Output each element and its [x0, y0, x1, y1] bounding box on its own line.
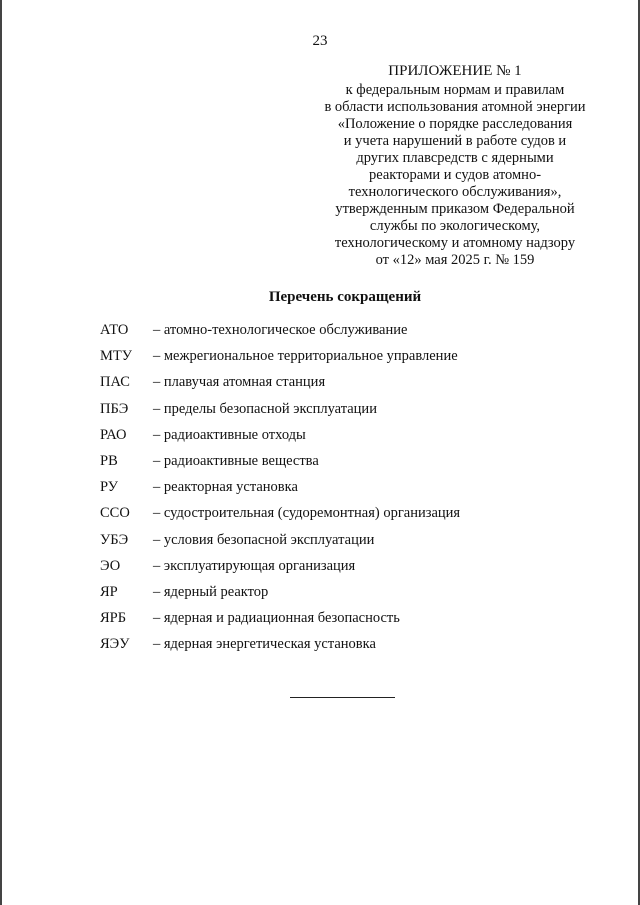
abbreviation-row	[100, 636, 600, 662]
abbreviation-row	[100, 348, 600, 374]
abbreviation-row	[100, 401, 600, 427]
appendix-line: утвержденным приказом Федеральной	[335, 201, 575, 217]
page-edge-left	[0, 0, 2, 905]
abbreviation-definition: – радиоактивные отходы	[153, 426, 306, 443]
abbreviation: ЯР	[100, 583, 118, 600]
end-of-document-rule	[290, 697, 395, 698]
abbreviation-definition: – ядерная и радиационная безопасность	[153, 610, 400, 627]
abbreviation: МТУ	[100, 348, 133, 365]
abbreviation-row	[100, 610, 600, 636]
abbreviation: ПБЭ	[100, 400, 129, 417]
abbreviation-definition: – эксплуатирующая организация	[153, 557, 356, 574]
page-number: 23	[312, 33, 328, 49]
abbreviation: АТО	[100, 322, 129, 338]
abbreviation-row	[100, 558, 600, 584]
appendix-line: в области использования атомной энергии	[324, 99, 586, 115]
abbreviation-definition: – межрегиональное территориальное управление	[153, 348, 458, 365]
abbreviation: РВ	[100, 452, 118, 469]
appendix-line: службы по экологическому,	[369, 218, 541, 234]
abbreviation-definition: – реакторная установка	[153, 479, 298, 496]
abbreviation-row	[100, 322, 600, 348]
abbreviations-list	[100, 322, 600, 662]
abbreviation-definition: – пределы безопасной эксплуатации	[153, 400, 377, 417]
abbreviation: УБЭ	[100, 531, 129, 548]
abbreviation-row	[100, 427, 600, 453]
appendix-line: других плавсредств с ядерными	[356, 150, 554, 166]
abbreviation-definition: – ядерная энергетическая установка	[153, 636, 376, 653]
abbreviation: ССО	[100, 505, 130, 522]
appendix-line: и учета нарушений в работе судов и	[343, 133, 567, 149]
abbreviation-definition: – условия безопасной эксплуатации	[153, 531, 375, 548]
abbreviation-row	[100, 505, 600, 531]
abbreviation-row	[100, 479, 600, 505]
abbreviation-definition: – плавучая атомная станция	[153, 374, 326, 391]
abbreviation-row	[100, 453, 600, 479]
abbreviation-definition: – радиоактивные вещества	[153, 452, 319, 469]
abbreviation: РАО	[100, 426, 127, 443]
abbreviation-definition: – атомно-технологическое обслуживание	[153, 322, 408, 338]
appendix-line: от «12» мая 2025 г. № 159	[375, 252, 535, 268]
abbreviation-definition: – ядерный реактор	[153, 583, 269, 600]
abbreviations-title: Перечень сокращений	[268, 289, 422, 305]
abbreviation: ЭО	[100, 557, 121, 574]
appendix-line: технологическому и атомному надзору	[334, 235, 576, 251]
appendix-line: реакторами и судов атомно-	[368, 167, 542, 183]
appendix-line: технологического обслуживания»,	[348, 184, 562, 200]
appendix-header	[305, 63, 605, 269]
abbreviation: ЯРБ	[100, 610, 127, 627]
abbreviation: ЯЭУ	[100, 636, 130, 653]
appendix-line: к федеральным нормам и правилам	[345, 82, 565, 98]
appendix-line: «Положение о порядке расследования	[337, 116, 573, 132]
appendix-title: ПРИЛОЖЕНИЕ № 1	[388, 63, 522, 79]
abbreviation: РУ	[100, 479, 118, 496]
abbreviation-row	[100, 584, 600, 610]
abbreviation: ПАС	[100, 374, 130, 391]
abbreviation-row	[100, 532, 600, 558]
abbreviation-row	[100, 374, 600, 400]
abbreviation-definition: – судостроительная (судоремонтная) организация	[153, 505, 461, 522]
